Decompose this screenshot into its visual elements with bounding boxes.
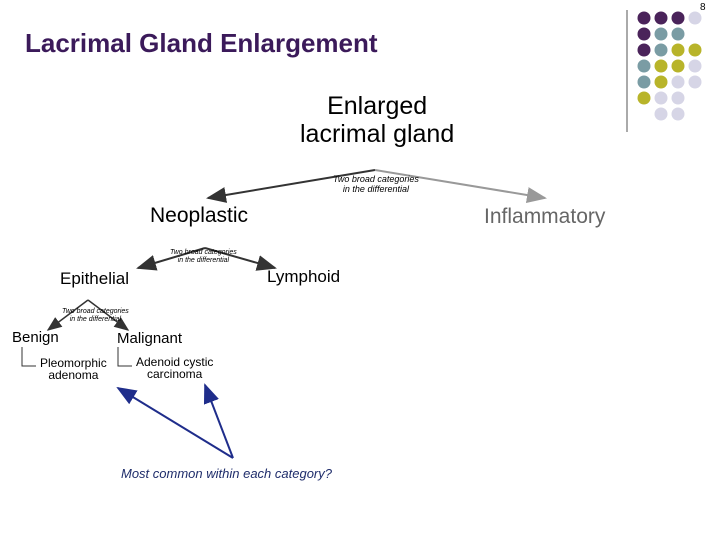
root-line-2: lacrimal gland <box>300 120 455 148</box>
node-epithelial: Epithelial <box>60 269 129 288</box>
epithelial-note-line-2: in the differential <box>69 316 122 323</box>
node-inflammatory: Inflammatory <box>484 205 606 228</box>
root-note-line-1: Two broad categories <box>333 174 419 184</box>
root-node <box>300 92 454 148</box>
root-note <box>333 174 419 194</box>
arrow-question-to-malignant <box>205 385 233 458</box>
malignant-example-line-1: Adenoid cystic <box>136 355 214 369</box>
node-neoplastic: Neoplastic <box>150 204 249 227</box>
root-note-line-2: in the differential <box>342 184 409 194</box>
benign-example-line-1: Pleomorphic <box>40 356 107 370</box>
node-lymphoid: Lymphoid <box>267 267 341 286</box>
benign-example <box>40 357 107 381</box>
neoplastic-note <box>170 249 237 265</box>
neoplastic-note-line-1: Two broad categories <box>170 249 237 256</box>
slide-number: 8 <box>700 2 706 13</box>
malignant-example-line-2: carcinoma <box>147 367 203 381</box>
malignant-example <box>136 356 213 380</box>
elbow-benign <box>22 347 36 366</box>
neoplastic-note-line-2: in the differential <box>177 257 230 264</box>
epithelial-note-line-1: Two broad categories <box>62 308 129 315</box>
epithelial-note <box>62 308 129 324</box>
node-malignant: Malignant <box>117 330 183 347</box>
node-benign: Benign <box>12 329 59 346</box>
root-line-1: Enlarged <box>327 92 428 120</box>
benign-example-line-2: adenoma <box>48 368 99 382</box>
elbow-malignant <box>118 347 132 366</box>
question-text: Most common within each category? <box>121 466 332 481</box>
arrow-question-to-benign <box>118 388 233 458</box>
slide-title: Lacrimal Gland Enlargement <box>25 28 378 58</box>
